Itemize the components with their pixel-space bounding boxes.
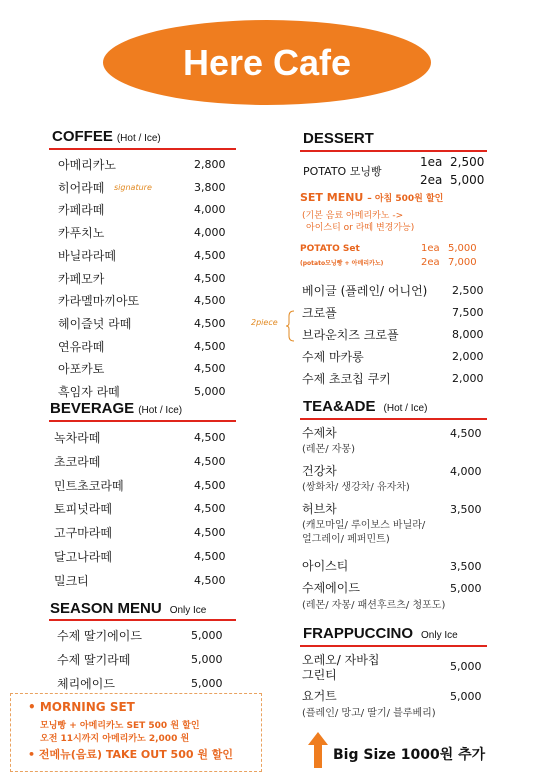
- tea-item-price: 5,000: [450, 582, 482, 595]
- frappe-rule: [300, 645, 487, 647]
- beverage-item-price: 4,500: [194, 478, 226, 492]
- logo-ellipse: [103, 20, 431, 105]
- tea-item-note: (캐모마일/ 루이보스 바닐라/: [302, 520, 426, 531]
- coffee-section-title: [52, 128, 161, 145]
- potato-price2: 5,000: [450, 173, 485, 187]
- coffee-subtitle: (Hot / Ice): [116, 133, 161, 144]
- coffee-item-price: 4,500: [194, 294, 226, 308]
- takeout-discount: [28, 746, 233, 762]
- coffee-item-name: 카페라떼: [58, 203, 105, 218]
- dessert-rule: [300, 150, 487, 152]
- tea-section-title: [303, 398, 427, 415]
- coffee-item-name: 아포카토: [58, 362, 105, 377]
- dessert-item-price: 2,500: [452, 284, 484, 297]
- coffee-item-name: 바닐라라떼: [58, 248, 116, 263]
- season-item-price: 5,000: [191, 629, 223, 642]
- beverage-item-name: 밀크티: [54, 573, 89, 588]
- frappe-item-price: 5,000: [450, 690, 482, 703]
- coffee-title: COFFEE: [52, 128, 113, 145]
- coffee-item-price: 5,000: [194, 385, 226, 398]
- bullet: •: [28, 700, 36, 714]
- dessert-item-price: 2,000: [452, 350, 484, 363]
- tea-item-name: 수제차: [302, 426, 337, 440]
- coffee-item-price: 4,500: [194, 316, 226, 330]
- beverage-title: BEVERAGE: [50, 400, 135, 417]
- coffee-item-name: 흑임자 라떼: [58, 385, 120, 399]
- brace-icon: [285, 310, 295, 342]
- coffee-item-name: 카푸치노: [58, 226, 105, 241]
- season-title: SEASON MENU: [50, 600, 162, 617]
- dessert-item-price: 7,500: [452, 306, 484, 319]
- tea-item-name: 수제에이드: [302, 581, 360, 595]
- coffee-item-name: 카페모카: [58, 271, 105, 286]
- coffee-item-name: 아메리카노: [58, 158, 116, 172]
- tea-rule: [300, 418, 487, 420]
- takeout-text: 전메뉴(음료) TAKE OUT 500 원 할인: [38, 748, 234, 761]
- tea-item-note: (레몬/ 자몽/ 패션후르츠/ 청포도): [302, 600, 446, 611]
- coffee-item-price: 4,500: [194, 248, 226, 262]
- potato-qty1: 1ea: [420, 155, 443, 169]
- tea-item-name: 아이스티: [302, 559, 349, 573]
- coffee-item-price: 4,000: [194, 226, 226, 240]
- beverage-item-price: 4,500: [194, 550, 226, 563]
- frappe-section-title: [303, 625, 458, 642]
- coffee-item-name: 히어라떼: [58, 180, 105, 195]
- beverage-item-name: 달고나라떼: [54, 550, 112, 564]
- frappe-item-name: 요거트: [302, 689, 337, 703]
- frappe-item-name: 오레오/ 자바칩: [302, 653, 380, 667]
- dessert-item-price: 8,000: [452, 328, 484, 341]
- season-item-name: 체리에이드: [57, 677, 115, 691]
- set-menu-detail: – 아침 500원 할인: [367, 194, 444, 204]
- season-item-name: 수제 딸기라떼: [57, 653, 131, 667]
- signature-tag: signature: [114, 183, 152, 192]
- beverage-item-price: 4,500: [194, 431, 226, 444]
- morning-line2: 오전 11시까지 아메리카노 2,000 원: [40, 734, 190, 744]
- frappe-item-name2: 그린티: [302, 668, 337, 682]
- beverage-subtitle: (Hot / Ice): [138, 405, 183, 416]
- coffee-item-price: 4,500: [194, 271, 226, 285]
- bullet: •: [28, 748, 36, 761]
- set-menu-note2: 아이스티 or 라떼 변경가능): [306, 223, 415, 233]
- morning-line1: 모닝빵 + 아메리카노 SET 500 원 할인: [40, 721, 200, 731]
- dessert-item-name: 브라운치즈 크로플: [302, 328, 399, 342]
- beverage-item-price: 4,500: [194, 502, 226, 516]
- season-section-title: [50, 600, 206, 617]
- coffee-item-price: 4,500: [194, 362, 226, 376]
- season-item-price: 5,000: [191, 677, 223, 690]
- beverage-item-name: 녹차라떼: [54, 431, 101, 445]
- coffee-rule: [49, 148, 236, 150]
- beverage-item-name: 고구마라떼: [54, 526, 112, 541]
- coffee-item-name: 카라멜마끼아또: [58, 294, 140, 309]
- tea-item-name: 건강차: [302, 464, 337, 478]
- morning-title-text: MORNING SET: [39, 700, 135, 714]
- season-item-name: 수제 딸기에이드: [57, 629, 142, 643]
- potato-set-sub: (potato모닝빵 + 아메리카노): [300, 260, 384, 267]
- set-menu-note1: (기본 음료 아메리카노 ->: [302, 211, 404, 221]
- coffee-item-price: 3,800: [194, 180, 226, 194]
- season-item-price: 5,000: [191, 653, 223, 666]
- tea-subtitle: (Hot / Ice): [383, 403, 428, 414]
- tea-item-note2: 얼그레이/ 페퍼민트): [302, 534, 390, 545]
- dessert-item-name: 베이글 (플레인/ 어니언): [302, 284, 428, 298]
- morning-set-title: [28, 700, 135, 714]
- beverage-item-price: 4,500: [194, 573, 226, 587]
- potato-bread-name: POTATO 모닝빵: [303, 165, 382, 178]
- tea-item-price: 4,500: [450, 427, 482, 440]
- arrow-up-icon: [308, 732, 328, 768]
- tea-title: TEA&ADE: [303, 398, 376, 415]
- season-subtitle: Only Ice: [169, 605, 207, 616]
- tea-item-price: 4,000: [450, 465, 482, 478]
- dessert-item-price: 2,000: [452, 372, 484, 385]
- beverage-item-price: 4,500: [194, 526, 226, 540]
- potato-set-price1: 5,000: [448, 243, 477, 254]
- coffee-item-price: 2,800: [194, 158, 226, 171]
- cafe-title: Here Cafe: [182, 41, 352, 83]
- potato-set-price2: 7,000: [448, 257, 477, 268]
- potato-price1: 2,500: [450, 155, 485, 169]
- dessert-item-name: 크로플: [302, 306, 337, 320]
- beverage-item-name: 초코라떼: [54, 454, 101, 469]
- season-rule: [49, 619, 236, 621]
- coffee-item-name: 연유라떼: [58, 339, 105, 354]
- potato-qty2: 2ea: [420, 173, 443, 187]
- coffee-item-name: 헤이즐넛 라떼: [58, 316, 132, 331]
- coffee-item-price: 4,500: [194, 339, 226, 353]
- beverage-item-price: 4,500: [194, 454, 226, 468]
- coffee-item-price: 4,000: [194, 203, 226, 217]
- tea-item-name: 허브차: [302, 502, 337, 516]
- frappe-item-note: (플레인/ 망고/ 딸기/ 블루베리): [302, 708, 436, 719]
- frappe-title: FRAPPUCCINO: [303, 625, 414, 642]
- potato-set-qty2: 2ea: [421, 257, 440, 268]
- tea-item-price: 3,500: [450, 503, 482, 516]
- dessert-item-name: 수제 마카롱: [302, 350, 364, 364]
- tea-item-price: 3,500: [450, 560, 482, 573]
- potato-set-name: POTATO Set: [300, 244, 360, 254]
- frappe-item-price: 5,000: [450, 660, 482, 673]
- beverage-section-title: [50, 400, 182, 417]
- frappe-subtitle: Only Ice: [421, 630, 458, 641]
- dessert-section-title: DESSERT: [303, 130, 374, 147]
- beverage-item-name: 민트초코라떼: [54, 478, 124, 493]
- tea-item-note: (레몬/ 자몽): [302, 444, 355, 455]
- dessert-item-name: 수제 초코칩 쿠키: [302, 372, 391, 386]
- tea-item-note: (쌍화차/ 생강차/ 유자차): [302, 482, 410, 493]
- set-menu-title: [300, 191, 443, 204]
- big-size-label: Big Size 1000원 추가: [333, 747, 486, 763]
- two-piece-tag: 2piece: [251, 318, 278, 327]
- beverage-item-name: 토피넛라떼: [54, 502, 112, 517]
- beverage-rule: [49, 420, 236, 422]
- set-menu-label: SET MENU: [300, 191, 364, 204]
- potato-set-qty1: 1ea: [421, 243, 440, 254]
